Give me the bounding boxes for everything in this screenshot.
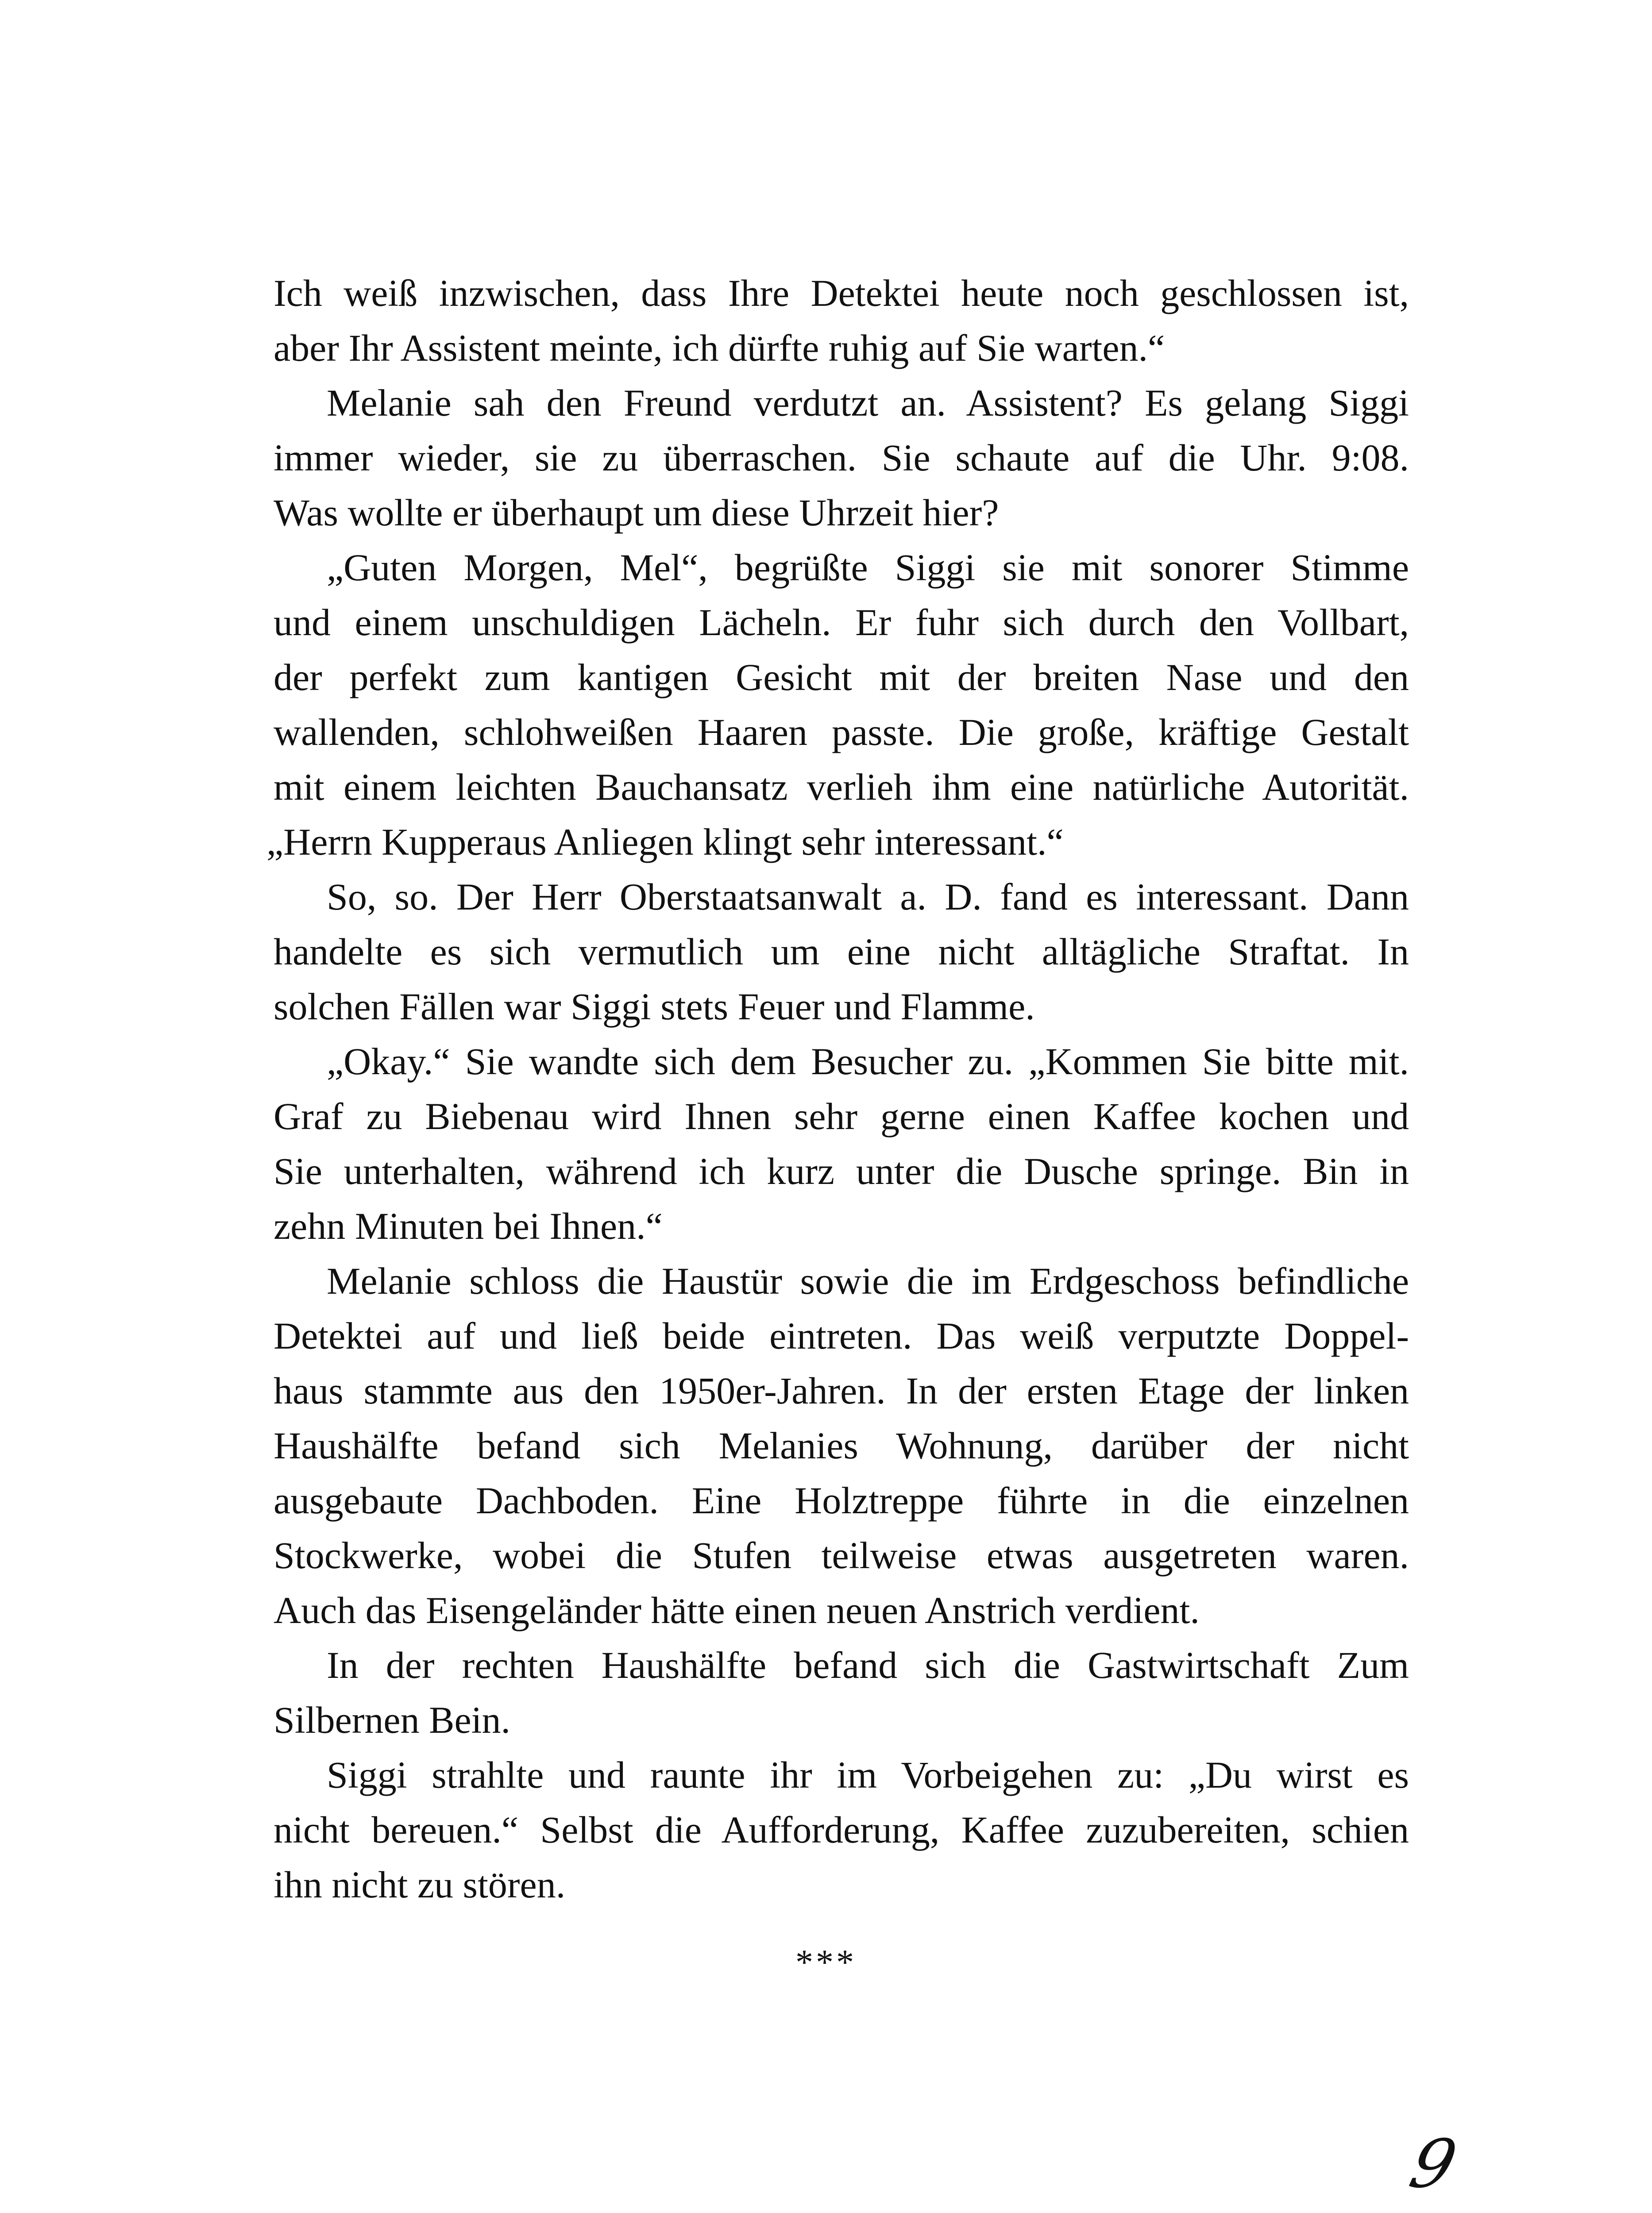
text-line: Ich weiß inzwischen, dass Ihre Detektei heute noch geschlossen ist, <box>274 272 1409 314</box>
text-line: Haushälfte befand sich Melanies Wohnung, darüber der nicht <box>274 1424 1409 1467</box>
text-line: und einem unschuldigen Lächeln. Er fuhr sich durch den Vollbart, <box>274 601 1409 644</box>
page-number: 9 <box>1402 2126 1464 2203</box>
text-line: Melanie sah den Freund verdutzt an. Assistent? Es gelang Siggi <box>327 382 1409 424</box>
text-line: Auch das Eisengeländer hätte einen neuen Anstrich verdient. <box>274 1589 1200 1631</box>
text-line: wallenden, schlohweißen Haaren passte. Die große, kräftige Gestalt <box>274 711 1409 753</box>
text-line: solchen Fällen war Siggi stets Feuer und Flamme. <box>274 985 1035 1028</box>
text-line: immer wieder, sie zu überraschen. Sie schaute auf die Uhr. 9:08. <box>274 436 1409 479</box>
text-line: Was wollte er überhaupt um diese Uhrzeit hier? <box>274 491 999 534</box>
text-line: Detektei auf und ließ beide eintreten. Das weiß verputzte Doppel- <box>274 1315 1409 1357</box>
text-line: Graf zu Biebenau wird Ihnen sehr gerne einen Kaffee kochen und <box>274 1095 1409 1137</box>
text-line: Sie unterhalten, während ich kurz unter die Dusche springe. Bin in <box>274 1150 1409 1192</box>
section-break: *** <box>795 1943 857 1982</box>
text-line: nicht bereuen.“ Selbst die Aufforderung, Kaffee zuzubereiten, schien <box>274 1808 1409 1851</box>
text-line: So, so. Der Herr Oberstaatsanwalt a. D. fand es interessant. Dann <box>327 875 1409 918</box>
text-line: Stockwerke, wobei die Stufen teilweise etwas ausgetreten waren. <box>274 1534 1409 1577</box>
text-line: „Herrn Kupperaus Anliegen klingt sehr interessant.“ <box>266 821 1064 863</box>
body-text <box>266 266 1409 1912</box>
text-line: aber Ihr Assistent meinte, ich dürfte ruhig auf Sie warten.“ <box>274 327 1165 369</box>
text-line: In der rechten Haushälfte befand sich die Gastwirtschaft Zum <box>327 1644 1409 1686</box>
text-line: Melanie schloss die Haustür sowie die im Erdgeschoss befindliche <box>327 1260 1409 1302</box>
text-line: ausgebaute Dachboden. Eine Holztreppe führte in die einzelnen <box>274 1479 1409 1522</box>
text-line: „Okay.“ Sie wandte sich dem Besucher zu. „Kommen Sie bitte mit. <box>327 1040 1409 1083</box>
text-line: Siggi strahlte und raunte ihr im Vorbeigehen zu: „Du wirst es <box>327 1754 1409 1796</box>
text-line: ihn nicht zu stören. <box>274 1863 566 1906</box>
text-line: haus stammte aus den 1950er-Jahren. In der ersten Etage der linken <box>274 1369 1409 1412</box>
text-line: zehn Minuten bei Ihnen.“ <box>274 1205 663 1247</box>
text-line: Silbernen Bein. <box>274 1699 511 1741</box>
text-line: „Guten Morgen, Mel“, begrüßte Siggi sie mit sonorer Stimme <box>327 546 1409 589</box>
text-line: handelte es sich vermutlich um eine nicht alltägliche Straftat. In <box>274 930 1409 973</box>
text-line: der perfekt zum kantigen Gesicht mit der breiten Nase und den <box>274 656 1409 698</box>
text-line: mit einem leichten Bauchansatz verlieh ihm eine natürliche Autorität. <box>274 766 1409 808</box>
